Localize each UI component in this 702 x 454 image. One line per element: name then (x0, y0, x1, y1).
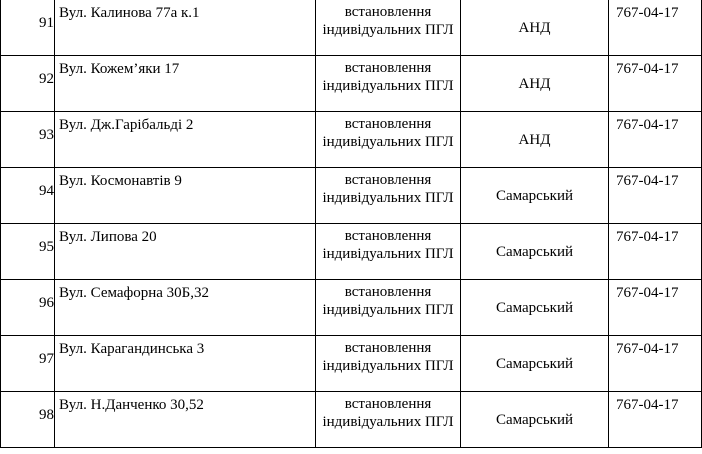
row-number: 95 (39, 239, 54, 255)
code-cell (609, 168, 702, 224)
table-row (1, 224, 702, 280)
table-row (1, 0, 702, 56)
executor-text: Самарський (495, 187, 574, 204)
work-type-text: встановлення індивідуальних ПГЛ (322, 4, 454, 38)
executor-cell (461, 168, 609, 224)
address-cell (55, 224, 316, 280)
code-cell (609, 280, 702, 336)
executor-cell (461, 280, 609, 336)
work-type-cell (316, 168, 461, 224)
executor-cell (461, 56, 609, 112)
row-number-cell (1, 0, 55, 56)
address-text: Вул. Космонавтів 9 (59, 173, 182, 189)
executor-text: Самарський (495, 411, 574, 428)
table-row (1, 56, 702, 112)
works-table-body (1, 0, 702, 448)
address-cell (55, 392, 316, 448)
work-type-text: встановлення індивідуальних ПГЛ (322, 396, 454, 430)
address-text: Вул. Н.Данченко 30,52 (59, 397, 204, 413)
table-row (1, 112, 702, 168)
executor-text: АНД (518, 131, 551, 148)
table-row (1, 168, 702, 224)
work-type-text: встановлення індивідуальних ПГЛ (322, 60, 454, 94)
row-number-cell (1, 336, 55, 392)
code-text: 767-04-17 (616, 61, 679, 77)
address-cell (55, 112, 316, 168)
address-cell (55, 280, 316, 336)
executor-cell (461, 336, 609, 392)
code-text: 767-04-17 (616, 397, 679, 413)
code-text: 767-04-17 (616, 341, 679, 357)
code-cell (609, 0, 702, 56)
code-cell (609, 112, 702, 168)
code-text: 767-04-17 (616, 229, 679, 245)
address-text: Вул. Карагандинська 3 (59, 341, 205, 357)
work-type-text: встановлення індивідуальних ПГЛ (322, 228, 454, 262)
work-type-text: встановлення індивідуальних ПГЛ (322, 284, 454, 318)
code-cell (609, 392, 702, 448)
executor-text: Самарський (495, 243, 574, 260)
table-row (1, 392, 702, 448)
table-row (1, 280, 702, 336)
table-row (1, 336, 702, 392)
address-text: Вул. Кожем’яки 17 (59, 61, 180, 77)
work-type-text: встановлення індивідуальних ПГЛ (322, 116, 454, 150)
row-number: 92 (39, 71, 54, 87)
row-number: 98 (39, 407, 54, 423)
work-type-cell (316, 224, 461, 280)
address-cell (55, 0, 316, 56)
work-type-text: встановлення індивідуальних ПГЛ (322, 340, 454, 374)
code-text: 767-04-17 (616, 5, 679, 21)
work-type-cell (316, 0, 461, 56)
code-cell (609, 336, 702, 392)
executor-cell (461, 112, 609, 168)
executor-text: АНД (518, 19, 551, 36)
row-number-cell (1, 56, 55, 112)
row-number-cell (1, 112, 55, 168)
executor-text: АНД (518, 75, 551, 92)
code-text: 767-04-17 (616, 117, 679, 133)
work-type-cell (316, 112, 461, 168)
address-cell (55, 56, 316, 112)
address-text: Вул. Дж.Гарібальді 2 (59, 117, 194, 133)
executor-text: Самарський (495, 355, 574, 372)
address-text: Вул. Липова 20 (59, 229, 157, 245)
row-number: 91 (39, 15, 54, 31)
row-number-cell (1, 224, 55, 280)
row-number-cell (1, 168, 55, 224)
row-number-cell (1, 280, 55, 336)
address-text: Вул. Калинова 77а к.1 (59, 5, 200, 21)
work-type-cell (316, 280, 461, 336)
work-type-cell (316, 56, 461, 112)
address-text: Вул. Семафорна 30Б,32 (59, 285, 210, 301)
code-cell (609, 224, 702, 280)
row-number: 97 (39, 351, 54, 367)
row-number-cell (1, 392, 55, 448)
row-number: 94 (39, 183, 54, 199)
code-cell (609, 56, 702, 112)
code-text: 767-04-17 (616, 285, 679, 301)
executor-cell (461, 0, 609, 56)
executor-cell (461, 392, 609, 448)
work-type-cell (316, 392, 461, 448)
row-number: 93 (39, 127, 54, 143)
executor-cell (461, 224, 609, 280)
work-type-cell (316, 336, 461, 392)
address-cell (55, 336, 316, 392)
address-cell (55, 168, 316, 224)
row-number: 96 (39, 295, 54, 311)
executor-text: Самарський (495, 299, 574, 316)
code-text: 767-04-17 (616, 173, 679, 189)
work-type-text: встановлення індивідуальних ПГЛ (322, 172, 454, 206)
